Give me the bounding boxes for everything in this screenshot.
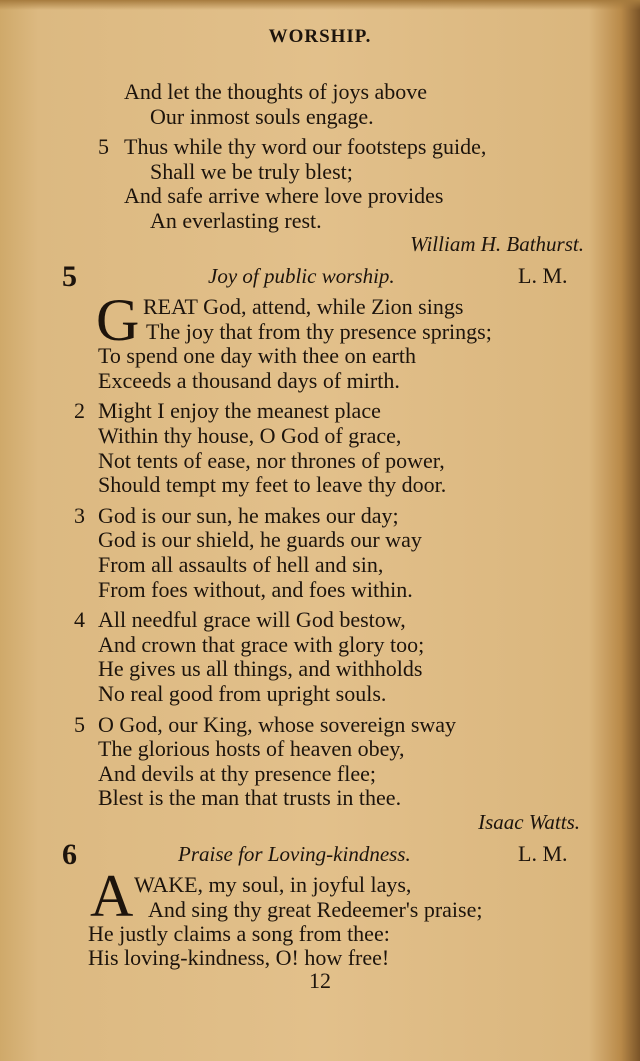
verse-line: All needful grace will God bestow, bbox=[98, 607, 406, 632]
verse-line: And safe arrive where love provides bbox=[124, 183, 444, 208]
drop-cap: G bbox=[96, 287, 140, 353]
verse-line: The joy that from thy presence springs; bbox=[146, 319, 492, 344]
page-header: WORSHIP. bbox=[268, 26, 372, 47]
verse-line: REAT God, attend, while Zion sings bbox=[143, 294, 464, 319]
verse-number: 4 bbox=[74, 607, 85, 632]
verse-line: Our inmost souls engage. bbox=[150, 104, 374, 129]
verse-line: And let the thoughts of joys above bbox=[124, 79, 428, 104]
verse-line: He gives us all things, and withholds bbox=[98, 656, 423, 681]
page-edge-shadow bbox=[0, 0, 640, 10]
hymn-title: Praise for Loving-kindness. bbox=[178, 842, 411, 866]
verse-line: Exceeds a thousand days of mirth. bbox=[98, 368, 400, 393]
verse-line: An everlasting rest. bbox=[150, 208, 322, 233]
verse-line: His loving-kindness, O! how free! bbox=[88, 945, 390, 970]
verse-line: Within thy house, O God of grace, bbox=[98, 423, 402, 448]
verse-number: 2 bbox=[74, 398, 85, 423]
verse-number: 5 bbox=[98, 134, 109, 159]
verse-line: He justly claims a song from thee: bbox=[88, 921, 390, 946]
author-attribution: William H. Bathurst. bbox=[410, 232, 584, 256]
verse-number: 3 bbox=[74, 503, 85, 528]
verse-line: Blest is the man that trusts in thee. bbox=[98, 785, 402, 810]
verse-line: From foes without, and foes within. bbox=[98, 577, 413, 602]
verse-line: Not tents of ease, nor thrones of power, bbox=[98, 448, 445, 473]
verse-line: To spend one day with thee on earth bbox=[98, 343, 416, 368]
verse-line: O God, our King, whose sovereign sway bbox=[98, 712, 457, 737]
verse-line: No real good from upright souls. bbox=[98, 681, 387, 706]
verse-line: And devils at thy presence flee; bbox=[98, 761, 376, 786]
verse-line: And sing thy great Redeemer's praise; bbox=[148, 897, 483, 922]
verse-line: The glorious hosts of heaven obey, bbox=[98, 736, 405, 761]
verse-line: From all assaults of hell and sin, bbox=[98, 552, 384, 577]
verse-line: Might I enjoy the meanest place bbox=[98, 398, 381, 423]
hymn-title: Joy of public worship. bbox=[208, 264, 395, 288]
verse-line: God is our sun, he makes our day; bbox=[98, 503, 399, 528]
verse-line: WAKE, my soul, in joyful lays, bbox=[134, 872, 412, 897]
page-number: 12 bbox=[309, 968, 331, 993]
hymn-number: 5 bbox=[62, 260, 77, 293]
hymn-meter: L. M. bbox=[518, 263, 568, 288]
verse-line: God is our shield, he guards our way bbox=[98, 527, 422, 552]
verse-line: Thus while thy word our footsteps guide, bbox=[124, 134, 487, 159]
verse-line: Should tempt my feet to leave thy door. bbox=[98, 472, 447, 497]
verse-number: 5 bbox=[74, 712, 85, 737]
hymn-meter: L. M. bbox=[518, 841, 568, 866]
verse-line: Shall we be truly blest; bbox=[150, 159, 353, 184]
drop-cap: A bbox=[90, 863, 134, 929]
verse-line: And crown that grace with glory too; bbox=[98, 632, 425, 657]
author-attribution: Isaac Watts. bbox=[478, 810, 580, 834]
hymn-number: 6 bbox=[62, 838, 77, 871]
